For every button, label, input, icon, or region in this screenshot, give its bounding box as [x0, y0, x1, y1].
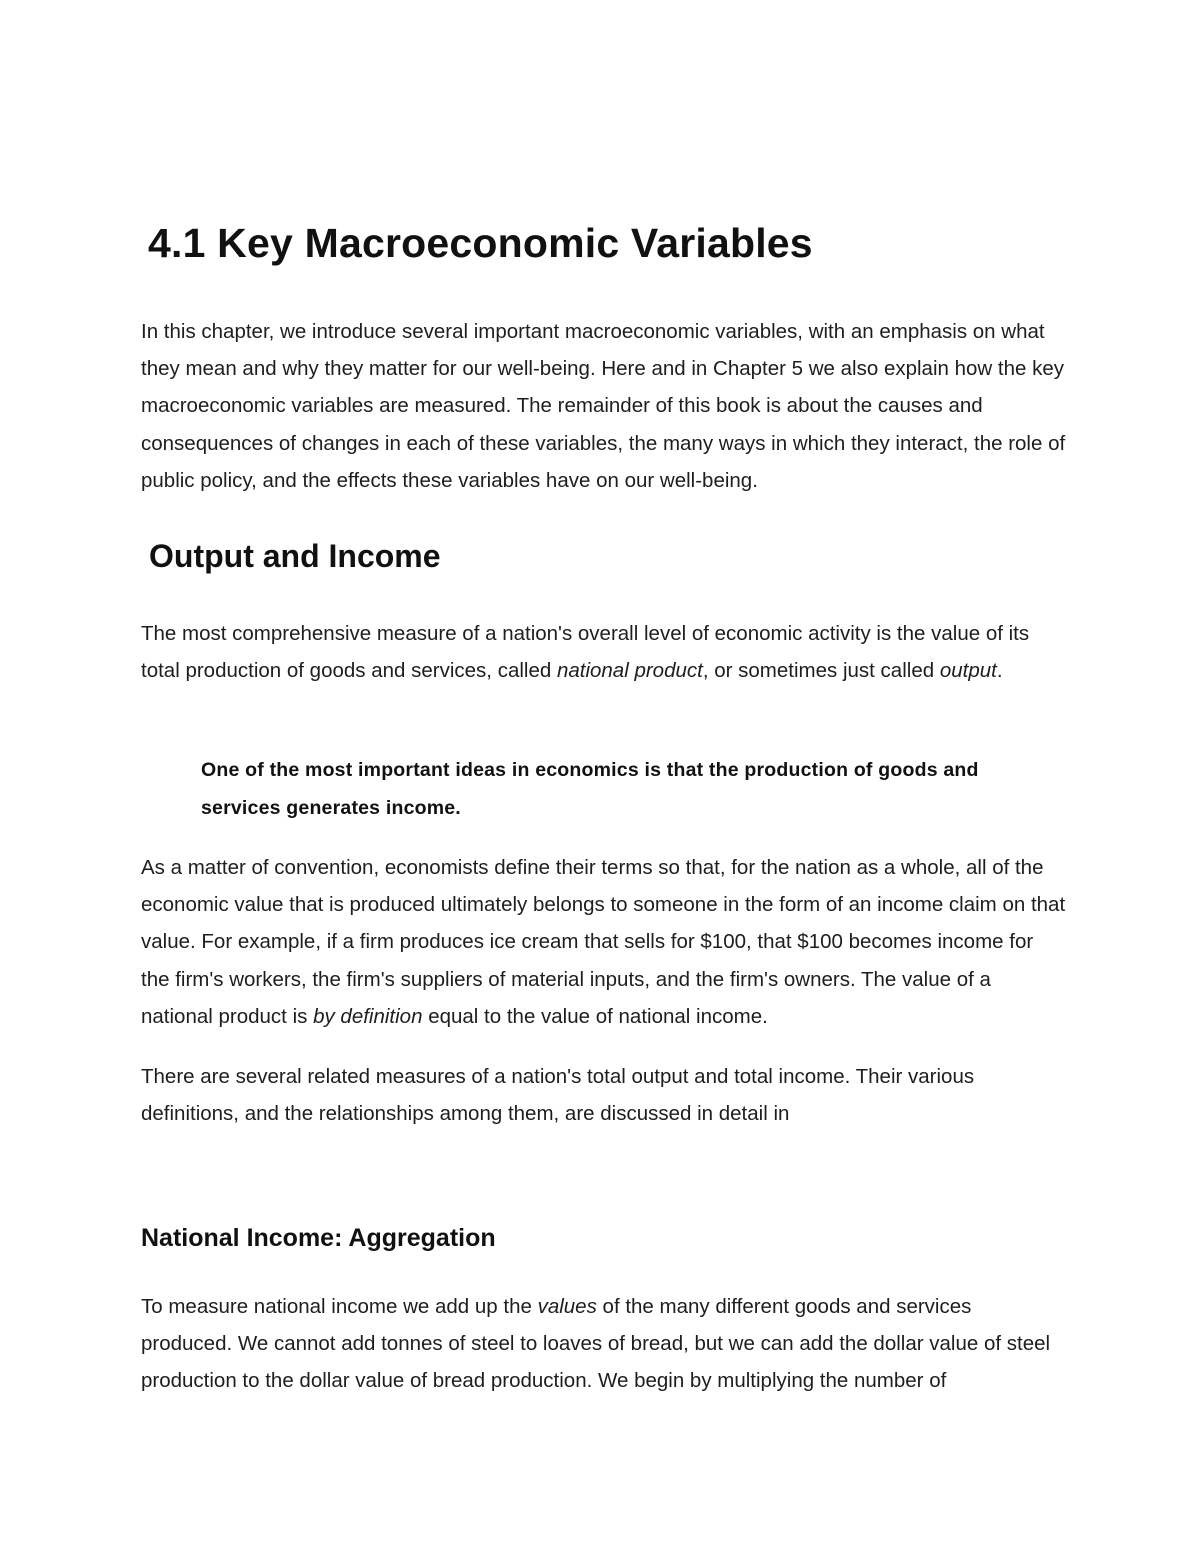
paragraph-text: of the many different goods and services produced. We cannot add tonnes of steel to loaves of bread, but we can add the dollar value of steel production to the dollar value of bread production. We begin by multiplying the number of: [141, 1295, 1051, 1393]
paragraph-text: .: [996, 659, 1003, 683]
paragraph-text: , or sometimes just called: [702, 659, 940, 683]
emphasis-by-definition: by definition: [313, 1004, 423, 1028]
output-definition-paragraph: [141, 615, 1066, 689]
page-title: 4.1 Key Macroeconomic Variables: [148, 220, 813, 266]
paragraph-text: As a matter of convention, economists define their terms so that, for the nation as a whole, all of the economic value that is produced ultimately belongs to someone in the form of an income claim on that value. For example, if a firm produces ice cream that sells for $100, that $100 becomes income for the firm's workers, the firm's suppliers of material inputs, and the firm's owners. The value of a national product is: [141, 856, 1066, 1028]
paragraph-text: To measure national income we add up the: [141, 1295, 538, 1318]
emphasis-national-product: national product: [556, 659, 703, 683]
section-heading-output-income: Output and Income: [149, 538, 441, 574]
convention-paragraph: [141, 849, 1066, 1035]
emphasis-values: values: [537, 1295, 597, 1318]
related-measures-paragraph: There are several related measures of a nation's total output and total income. Their various definitions, and the relationships among them, are discussed in detail in: [141, 1065, 975, 1126]
paragraph-text: equal to the value of national income.: [422, 1004, 768, 1028]
aggregation-paragraph: [141, 1288, 1066, 1400]
key-idea-callout: One of the most important ideas in economics is that the production of goods and services generates income.: [201, 759, 979, 819]
section-heading-aggregation: National Income: Aggregation: [141, 1224, 496, 1252]
emphasis-output: output: [939, 659, 997, 683]
intro-paragraph: In this chapter, we introduce several important macroeconomic variables, with an emphasis on what they mean and why they matter for our well-being. Here and in Chapter 5 we also explain how the key macroeconomic variables are measured. The remainder of this book is about the causes and consequences of changes in each of these variables, the many ways in which they interact, the role of public policy, and the effects these variables have on our well-being.: [141, 320, 1066, 492]
paragraph-text: The most comprehensive measure of a nation's overall level of economic activity is the value of its total production of goods and services, called: [141, 622, 1030, 683]
